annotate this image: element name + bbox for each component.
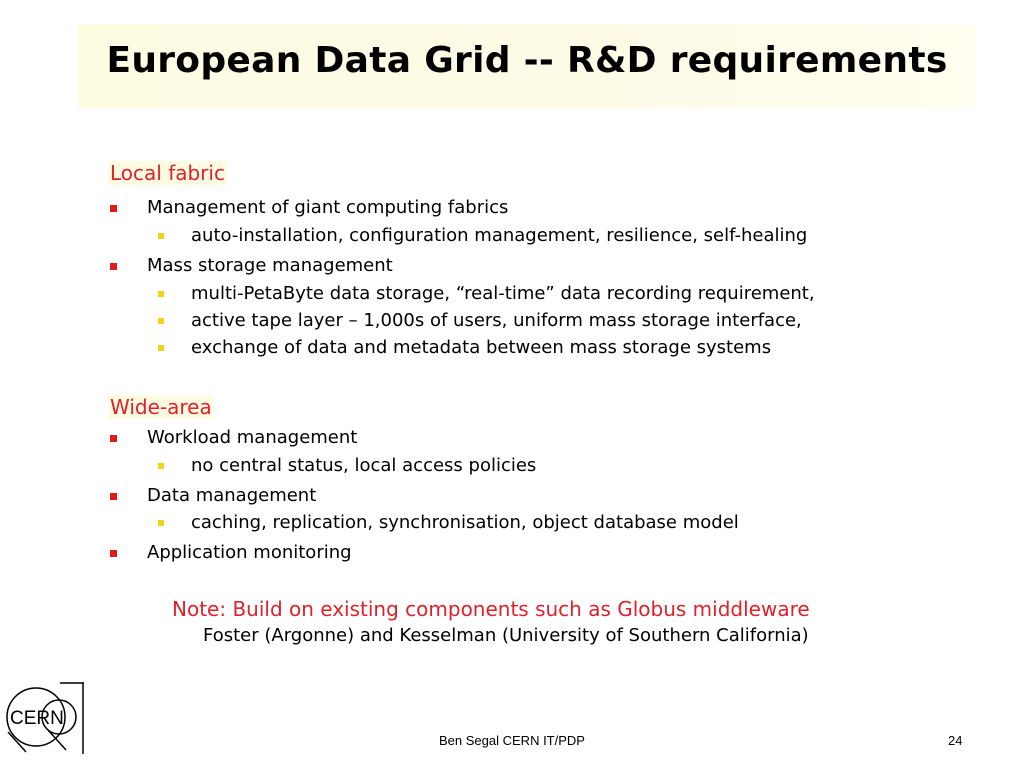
bullet-text: Data management [147, 485, 317, 506]
note-text: Note: Build on existing components such as Globus middleware [172, 597, 810, 621]
sub-bullet-text: auto-installation, configuration management, resilience, self-healing [191, 225, 808, 246]
yellow-square-bullet-icon [158, 291, 164, 297]
credit-text: Foster (Argonne) and Kesselman (University of Southern California) [203, 625, 809, 646]
bullet-text: Mass storage management [147, 255, 393, 276]
yellow-square-bullet-icon [158, 345, 164, 351]
sub-bullet-text: no central status, local access policies [191, 455, 537, 476]
sub-bullet-text: exchange of data and metadata between mass storage systems [191, 337, 772, 358]
red-square-bullet-icon [110, 550, 117, 557]
footer-author: Ben Segal CERN IT/PDP [439, 733, 585, 748]
red-square-bullet-icon [110, 205, 117, 212]
bullet-text: Application monitoring [147, 542, 352, 563]
yellow-square-bullet-icon [158, 520, 164, 526]
page-number: 24 [948, 733, 963, 748]
bullet-text: Management of giant computing fabrics [147, 197, 509, 218]
cern-logo-text: CERN [10, 708, 64, 729]
red-square-bullet-icon [110, 435, 117, 442]
sub-bullet-text: multi-PetaByte data storage, “real-time” data recording requirement, [191, 283, 815, 304]
bullet-text: Workload management [147, 427, 358, 448]
red-square-bullet-icon [110, 493, 117, 500]
yellow-square-bullet-icon [158, 318, 164, 324]
slide-title: European Data Grid -- R&D requirements [106, 40, 948, 81]
section-heading-local-fabric: Local fabric [110, 161, 225, 185]
yellow-square-bullet-icon [158, 463, 164, 469]
sub-bullet-text: active tape layer – 1,000s of users, uniform mass storage interface, [191, 310, 802, 331]
section-heading-wide-area: Wide-area [110, 395, 212, 419]
red-square-bullet-icon [110, 263, 117, 270]
yellow-square-bullet-icon [158, 233, 164, 239]
title-band [78, 24, 976, 108]
sub-bullet-text: caching, replication, synchronisation, object database model [191, 512, 739, 533]
